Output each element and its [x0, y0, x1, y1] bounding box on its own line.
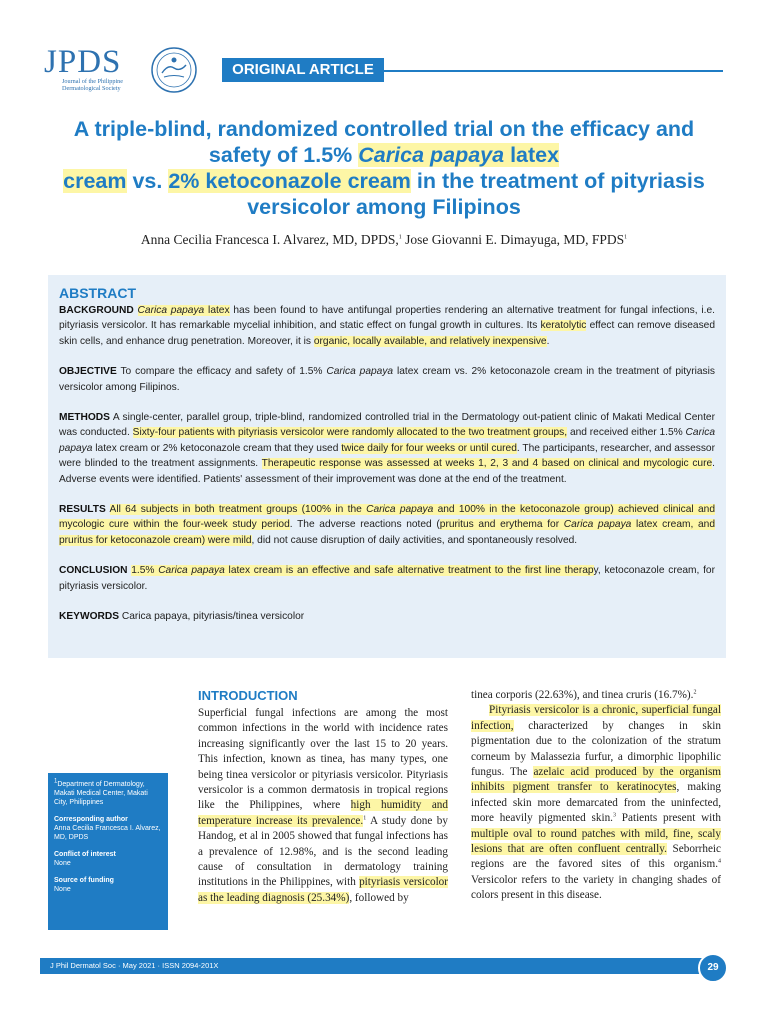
- page-number: 29: [698, 953, 728, 983]
- header-divider: [384, 70, 723, 72]
- article-type-label: ORIGINAL ARTICLE: [222, 58, 384, 82]
- article-info-sidebar: [48, 773, 168, 930]
- footer-citation: J Phil Dermatol Soc · May 2021 · ISSN 2094-201X: [50, 961, 219, 970]
- introduction-heading: INTRODUCTION: [198, 688, 298, 703]
- article-title: A triple-blind, randomized controlled trial on the efficacy and safety of 1.5% Carica papaya latex cream vs. 2% ketoconazole cream in the treatment of pityriasis versicolor among Filipinos: [63, 117, 705, 219]
- abstract-background: BACKGROUND Carica papaya latex has been found to have antifungal properties rendering an alternative treatment for fungal infections, i.e. pityriasis versicolor. It has remarkable mycelial inhibition, and static effect on fungal growth in cultures. Its keratolytic effect can remove diseased skin cells, and enhance drug penetration. Moreover, it is organic, locally available, and relatively inexpensive.: [59, 305, 715, 347]
- abstract-methods: METHODS A single-center, parallel group, triple-blind, randomized controlled trial in the Dermatology out-patient clinic of Makati Medical Center was conducted. Sixty-four patients with pityriasis versicolor were randomly allocated to the two treatment groups, and received either 1.5% Carica papaya latex cream or 2% ketoconazole cream that they used twice daily for four weeks or until cured. The participants, researcher, and assessor were blinded to the treatment assignments. Therapeutic response was assessed at weeks 1, 2, 3 and 4 based on clinical and mycologic cure. Adverse events were identified. Patients' assessment of their improvement was done at the end of the treatment.: [59, 412, 715, 485]
- abstract-heading: ABSTRACT: [59, 285, 136, 301]
- abstract-conclusion: CONCLUSION 1.5% Carica papaya latex cream is an effective and safe alternative treatment to the first line therapy, ketoconazole cream, for pityriasis versicolor.: [59, 565, 715, 592]
- page-footer: [40, 958, 722, 974]
- source-of-funding-value: None: [54, 886, 71, 893]
- intro-paragraph-1: Superficial fungal infections are among the most common infections in the world with incidence rates increasing significantly over the last 15 to 20 years. This infection, known as tinea, has many types, one being tinea versicolor or pityriasis versicolor. Pityriasis versicolor is a common dermatosis in tropical regions like the Philippines, where high humidity and temperature increase its prevalence.$^1$ A study done by Handog, et al in 2005 showed that fungal infections has a prevalence of 12.98%, and is the second leading cause of consultation in dermatology training institutions in the Philippines, with pityriasis versicolor as the leading diagnosis (25.34%), followed by: [198, 707, 448, 904]
- body-column-right: [471, 688, 721, 904]
- corresponding-author-label: Corresponding author: [54, 816, 128, 823]
- body-column-left: [198, 688, 448, 906]
- author-list: Anna Cecilia Francesca I. Alvarez, MD, DPDS,$^1$ Jose Giovanni E. Dimayuga, MD, FPDS$^1$: [140, 232, 628, 247]
- logo-text: JPDS: [44, 44, 122, 80]
- abstract-results: RESULTS All 64 subjects in both treatment groups (100% in the Carica papaya and 100% in the ketoconazole group) achieved clinical and mycologic cure within the four-week study period. The adverse reactions noted (pruritus and erythema for Carica papaya latex cream, and pruritus for ketoconazole cream) were mild, did not cause disruption of daily activities, and spontaneously resolved.: [59, 504, 715, 546]
- source-of-funding-label: Source of funding: [54, 877, 114, 884]
- journal-logo: [44, 46, 134, 92]
- intro-paragraph-2: Pityriasis versicolor is a chronic, superficial fungal infection, characterized by changes in skin pigmentation due to the colonization of the stratum corneum by Malassezia furfur, a dimorphic lipophilic fungus. The azelaic acid produced by the organism inhibits pigment transfer to keratinocytes, making infected skin more demarcated from the uninfected, more heavily pigmented skin.$^3$ Patients present with multiple oval to round patches with mild, fine, scaly lesions that are often confluent centrally. Seborrheic regions are the favored sites of this organism.$^4$ Versicolor refers to the variety in changing shades of colors present in this disease.: [471, 704, 721, 902]
- conflict-of-interest-value: None: [54, 860, 71, 867]
- conflict-of-interest-label: Conflict of interest: [54, 851, 116, 858]
- intro-paragraph-1-cont: tinea corporis (22.63%), and tinea cruris (16.7%).$^2$: [471, 689, 697, 701]
- corresponding-author-value: Anna Cecilia Francesca I. Alvarez, MD, DPDS: [54, 825, 161, 841]
- abstract-keywords: KEYWORDS Carica papaya, pityriasis/tinea versicolor: [59, 611, 305, 623]
- society-seal-icon: [150, 46, 198, 94]
- abstract-box: [48, 275, 726, 658]
- affiliation: $^1$Department of Dermatology, Makati Medical Center, Makati City, Philippines: [54, 778, 148, 806]
- logo-subtitle: Journal of the Philippine Dermatological Society: [62, 78, 124, 92]
- abstract-objective: OBJECTIVE To compare the efficacy and safety of 1.5% Carica papaya latex cream vs. 2% ketoconazole cream in the treatment of pityriasis versicolor among Filipinos.: [59, 366, 715, 393]
